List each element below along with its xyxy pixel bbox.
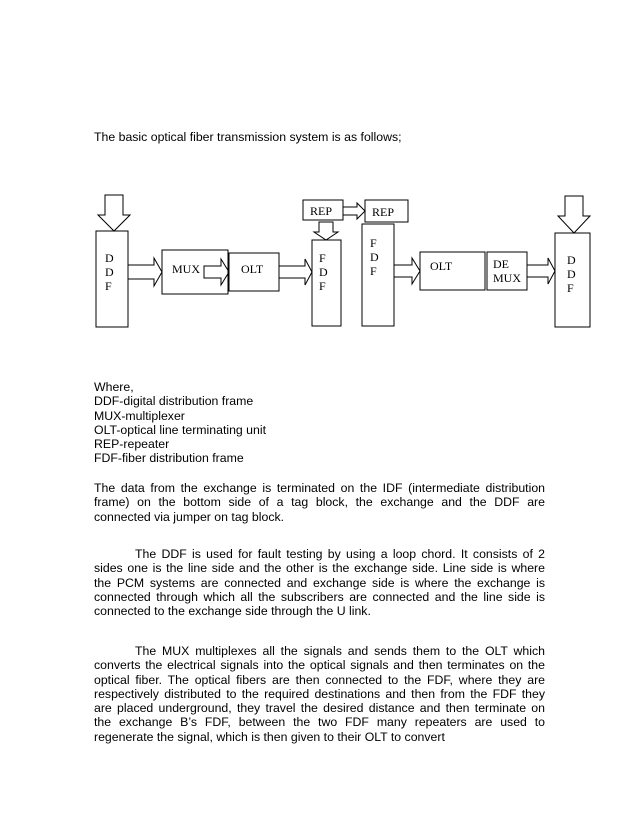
mux-label: MUX xyxy=(172,262,201,276)
olt-right-label: OLT xyxy=(430,259,453,273)
fdf-right-letter: F xyxy=(370,264,377,278)
definitions-heading: Where, xyxy=(94,380,134,394)
rep-1-label: REP xyxy=(310,204,333,218)
definition-item: MUX-multiplexer xyxy=(94,408,185,423)
fdf-left-box xyxy=(312,240,341,326)
fdf-right-letter: F xyxy=(370,236,377,250)
ddf-right-letter: D xyxy=(567,267,576,281)
ddf-left-box xyxy=(96,231,128,327)
paragraph-mux: The MUX multiplexes all the signals and sends them to the OLT which converts the electrical signals into the optical signals and then terminates on the optical fiber. The optical fibers are then connected to the FDF, where they are respectively distributed to the required destinations and then from the FDF they are placed underground, they travel the desired distance and then terminate on the exchange B’s FDF, between the two FDF many repeaters are used to regenerate the signal, which is then given to their OLT to convert xyxy=(94,644,545,744)
intro-text: The basic optical fiber transmission system is as follows; xyxy=(94,130,402,144)
definitions-list xyxy=(94,380,266,466)
fdf-left-letter: F xyxy=(319,279,326,293)
ddf-right-letter: F xyxy=(567,281,574,295)
fdf-left-letter: D xyxy=(319,265,328,279)
down-arrow-right xyxy=(558,196,590,233)
definition-item: DDF-digital distribution frame xyxy=(94,394,254,409)
down-arrow-fdf xyxy=(314,222,338,240)
ddf-left-letter: D xyxy=(105,265,114,279)
fdf-right-letter: D xyxy=(370,250,379,264)
ddf-right-letter: D xyxy=(567,253,576,267)
definition-item: OLT-optical line terminating unit xyxy=(94,422,267,437)
arrow-ddf-to-mux xyxy=(128,258,162,286)
definition-item: REP-repeater xyxy=(94,437,170,452)
ddf-left-letter: D xyxy=(105,251,114,265)
definition-item: FDF-fiber distribution frame xyxy=(94,451,244,466)
demux-label-line-2: MUX xyxy=(493,271,522,285)
arrow-olt-to-fdf xyxy=(279,259,312,285)
fdf-left-letter: F xyxy=(319,251,326,265)
fiber-transmission-diagram xyxy=(0,0,638,380)
down-arrow-left xyxy=(98,195,130,231)
ddf-left-letter: F xyxy=(105,279,112,293)
fdf-right-box xyxy=(362,224,394,326)
arrow-mux-to-olt xyxy=(204,259,229,285)
arrow-demux-to-ddf xyxy=(527,258,555,284)
rep-2-label: REP xyxy=(372,205,395,219)
paragraph-idf: The data from the exchange is terminated on the IDF (intermediate distribution frame) on the bottom side of a tag block, the exchange and the DDF are connected via jumper on tag block. xyxy=(94,481,545,524)
demux-label-line-1: DE xyxy=(493,257,509,271)
paragraph-ddf: The DDF is used for fault testing by using a loop chord. It consists of 2 sides one is the line side and the other is the exchange side. Line side is where the PCM systems are connected and exchange side is where the exchange is connected through which all the subscribers are connected and the line side is connected to the exchange side through the U link. xyxy=(94,547,545,619)
arrow-rep-to-rep xyxy=(343,203,365,219)
arrow-fdf-to-olt xyxy=(394,258,420,284)
olt-left-label: OLT xyxy=(241,262,264,276)
